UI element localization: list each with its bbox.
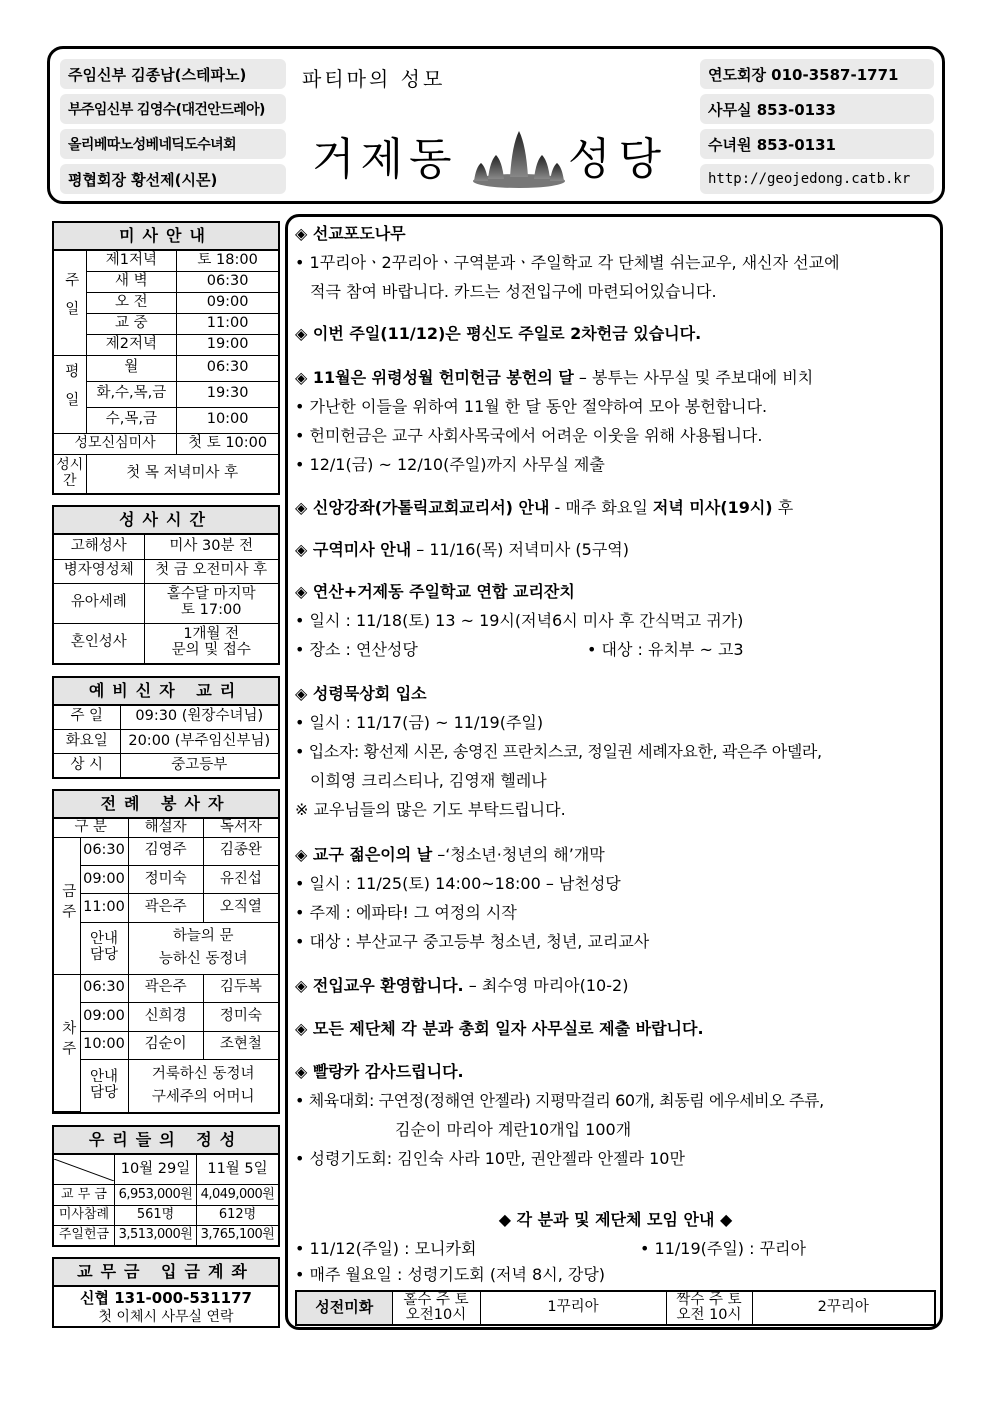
mass-name: 수,목,금 xyxy=(86,407,177,433)
notice-line: • 장소 : 연산성당 xyxy=(295,640,418,659)
catechumen-time: 09:30 (원장수녀님) xyxy=(120,706,278,729)
liturgy-commentator: 김영주 xyxy=(128,837,203,865)
mass-time: 첫 목 저녁미사 후 xyxy=(86,454,278,493)
page-title-right: 성당 xyxy=(568,134,670,185)
bulletin-header xyxy=(47,46,945,204)
liturgy-reader: 유진섭 xyxy=(203,865,278,893)
liturgy-header: 구 분 xyxy=(54,819,128,837)
notice-line: • 1꾸리아ㆍ2꾸리아ㆍ구역분과ㆍ주일학교 각 단체별 쉬는교우, 새신자 선교에 xyxy=(295,253,840,272)
header-sisters: 올리베따노성베네딕도수녀회 xyxy=(60,129,286,159)
page-title-left: 거제동 xyxy=(312,134,458,185)
notice-line: 김순이 마리아 계란10개입 100개 xyxy=(395,1120,632,1139)
notice-title: ◈ 빨랑카 감사드립니다. xyxy=(295,1062,464,1081)
offerings-value: 612명 xyxy=(197,1205,279,1225)
mass-time: 토 18:00 xyxy=(177,251,278,271)
catechumen-title: 예비신자 교리 xyxy=(54,678,278,706)
notice-line: • 대상 : 부산교구 중고등부 청소년, 청년, 교리교사 xyxy=(295,932,650,951)
liturgy-time: 09:00 xyxy=(80,1003,128,1031)
offerings-value: 3,765,100원 xyxy=(197,1225,279,1245)
notice-line: • 일시 : 11/25(토) 14:00~18:00 – 남천성당 xyxy=(295,874,621,893)
mass-time: 19:30 xyxy=(177,381,278,407)
notice-line: • 체육대회: 구연정(정해연 안젤라) 지평막걸리 60개, 최동림 에우세비오 주류, xyxy=(295,1091,824,1110)
offerings-corner xyxy=(54,1155,115,1185)
mass-name: 월 xyxy=(86,355,177,381)
notice-line: ※ 교우님들의 많은 기도 부탁드립니다. xyxy=(295,800,566,819)
notice-line: • 헌미헌금은 교구 사회사목국에서 어려운 이웃을 위해 사용됩니다. xyxy=(295,426,763,445)
next-week-label: 차주 xyxy=(54,974,80,1111)
sacrament-time: 1개월 전 문의 및 접수 xyxy=(144,623,278,663)
liturgy-time: 10:00 xyxy=(80,1031,128,1059)
liturgy-reader: 김종완 xyxy=(203,837,278,865)
sacrament-time: 홀수달 마지막 토 17:00 xyxy=(144,583,278,623)
notice-line: • 입소자: 황선제 시몬, 송영진 프란치스코, 정일권 세례자요한, 곽은주 아델라, xyxy=(295,742,822,761)
notice-title: ◈ 신앙강좌(가톨릭교회교리서) 안내 xyxy=(295,498,550,517)
header-assistant-pastor: 부주임신부 김영수(대건안드레아) xyxy=(60,94,286,124)
liturgy-time: 06:30 xyxy=(80,837,128,865)
liturgy-ministers-box xyxy=(52,789,280,1114)
offerings-value: 3,513,000원 xyxy=(115,1225,197,1245)
mass-time: 첫 토 10:00 xyxy=(177,433,278,454)
guide-label: 안내 담당 xyxy=(80,1060,128,1112)
notice-title: ◈ 구역미사 안내 xyxy=(295,540,412,559)
notice-title-rest: - 매주 화요일 xyxy=(549,498,653,517)
catechumen-day: 상 시 xyxy=(54,754,120,777)
offerings-box xyxy=(52,1125,280,1247)
offerings-value: 6,953,000원 xyxy=(115,1185,197,1205)
catechumen-time: 20:00 (부주임신부님) xyxy=(120,729,278,753)
offerings-label: 미사참례 xyxy=(54,1205,115,1225)
cleaning-when: 짝수 주 토 오전 10시 xyxy=(666,1292,752,1324)
cleaning-label: 성전미화 xyxy=(297,1292,392,1324)
notice-line: • 12/1(금) ~ 12/10(주일)까지 사무실 제출 xyxy=(295,455,605,474)
notice-line: • 성령기도회: 김인숙 사라 10만, 권안젤라 안젤라 10만 xyxy=(295,1149,685,1168)
account-box xyxy=(52,1257,280,1328)
liturgy-reader: 오직열 xyxy=(203,894,278,922)
cleaning-group: 2꾸리아 xyxy=(752,1292,934,1324)
liturgy-commentator: 곽은주 xyxy=(128,974,203,1002)
liturgy-commentator: 김순이 xyxy=(128,1031,203,1059)
liturgy-reader: 정미숙 xyxy=(203,1003,278,1031)
next-week-guide: 거룩하신 동정녀 구세주의 어머니 xyxy=(128,1060,278,1112)
liturgy-reader: 조현철 xyxy=(203,1031,278,1059)
catechumen-day: 주 일 xyxy=(54,706,120,729)
guide-label: 안내 담당 xyxy=(80,922,128,974)
sacraments-title: 성사시간 xyxy=(54,507,278,535)
mass-time: 09:00 xyxy=(177,292,278,313)
notice-title-rest: 후 xyxy=(772,498,794,517)
notice-title: ◈ 교구 젊은이의 날 xyxy=(295,845,433,864)
sacrament-name: 혼인성사 xyxy=(54,623,144,663)
parish-patron: 파티마의 성모 xyxy=(302,67,446,91)
account-number: 신협 131-000-531177 xyxy=(80,1289,252,1307)
meetings-title: ◆ 각 분과 및 제단체 모임 안내 ◆ xyxy=(498,1210,733,1229)
liturgy-title: 전례 봉사자 xyxy=(54,791,278,819)
mass-name: 성모신심미사 xyxy=(54,433,177,454)
catechumen-time: 중고등부 xyxy=(120,754,278,777)
notice-title-rest: –‘청소년·청년의 해’개막 xyxy=(432,845,605,864)
sacrament-time: 첫 금 오전미사 후 xyxy=(144,559,278,583)
notice-title-rest: – 최수영 마리아(10-2) xyxy=(463,976,629,995)
sacrament-name: 병자영성체 xyxy=(54,559,144,583)
notice-title-rest: 저녁 미사(19시) xyxy=(652,498,773,517)
catechumen-box xyxy=(52,676,280,779)
notice-line: • 일시 : 11/18(토) 13 ~ 19시(저녁6시 미사 후 간식먹고 귀가) xyxy=(295,611,744,630)
liturgy-reader: 김두복 xyxy=(203,974,278,1002)
notice-line: • 11/19(주일) : 꾸리아 xyxy=(640,1239,806,1258)
mass-name: 성시간 xyxy=(54,454,86,493)
sacraments-box xyxy=(52,505,280,665)
weekday-label: 평일 xyxy=(54,355,86,433)
sunday-label: 주일 xyxy=(54,251,86,355)
notice-title: ◈ 이번 주일(11/12)은 평신도 주일로 2차헌금 있습니다. xyxy=(295,324,702,343)
header-website-link[interactable]: http://geojedong.catb.kr xyxy=(700,164,934,194)
notice-line: • 11/12(주일) : 모니카회 xyxy=(295,1239,477,1258)
liturgy-header: 독서자 xyxy=(203,819,278,837)
offerings-date: 10월 29일 xyxy=(115,1155,197,1185)
offerings-title: 우리들의 정성 xyxy=(54,1127,278,1155)
notice-title: ◈ 11월은 위령성월 헌미헌금 봉헌의 달 xyxy=(295,368,574,387)
header-memorial-chair: 연도회장 010-3587-1771 xyxy=(700,59,934,89)
notice-line: • 가난한 이들을 위하여 11월 한 달 동안 절약하여 모아 봉헌합니다. xyxy=(295,397,768,416)
notice-line: 이희영 크리스티나, 김영재 헬레나 xyxy=(310,771,547,790)
header-convent-phone: 수녀원 853-0131 xyxy=(700,129,934,159)
header-council-president: 평협회장 황선제(시몬) xyxy=(60,164,286,194)
mass-name: 새 벽 xyxy=(86,271,177,292)
liturgy-time: 09:00 xyxy=(80,865,128,893)
offerings-value: 4,049,000원 xyxy=(197,1185,279,1205)
mass-time: 06:30 xyxy=(177,355,278,381)
mass-time: 06:30 xyxy=(177,271,278,292)
this-week-label: 금주 xyxy=(54,837,80,974)
offerings-value: 561명 xyxy=(115,1205,197,1225)
mass-time: 11:00 xyxy=(177,313,278,334)
liturgy-commentator: 정미숙 xyxy=(128,865,203,893)
cleaning-group: 1꾸리아 xyxy=(480,1292,666,1324)
header-office-phone: 사무실 853-0133 xyxy=(700,94,934,124)
offerings-label: 주일헌금 xyxy=(54,1225,115,1245)
mass-name: 제1저녁 xyxy=(86,251,177,271)
offerings-date: 11월 5일 xyxy=(197,1155,279,1185)
header-pastor: 주임신부 김종남(스테파노) xyxy=(60,59,286,89)
notice-title: ◈ 연산+거제동 주일학교 연합 교리잔치 xyxy=(295,582,575,601)
mass-time: 10:00 xyxy=(177,407,278,433)
notice-title: ◈ 전입교우 환영합니다. xyxy=(295,976,464,995)
mass-name: 교 중 xyxy=(86,313,177,334)
notice-line: • 주제 : 에파타! 그 여정의 시작 xyxy=(295,903,517,922)
account-title: 교무금 입금계좌 xyxy=(54,1259,278,1287)
offerings-label: 교 무 금 xyxy=(54,1185,115,1205)
account-note: 첫 이체시 사무실 연락 xyxy=(98,1309,234,1325)
mass-time: 19:00 xyxy=(177,334,278,355)
notices-panel xyxy=(285,214,943,1330)
sacrament-time: 미사 30분 전 xyxy=(144,535,278,559)
liturgy-time: 06:30 xyxy=(80,974,128,1002)
notice-title-rest: – 봉투는 사무실 및 주보대에 비치 xyxy=(573,368,814,387)
notice-title-rest: – 11/16(목) 저녁미사 (5구역) xyxy=(411,540,629,559)
notice-line: • 매주 월요일 : 성령기도회 (저녁 8시, 강당) xyxy=(295,1265,606,1284)
notice-line: • 일시 : 11/17(금) ~ 11/19(주일) xyxy=(295,713,544,732)
mass-schedule-box xyxy=(52,221,280,495)
liturgy-commentator: 곽은주 xyxy=(128,894,203,922)
mass-schedule-title: 미사안내 xyxy=(54,223,278,251)
this-week-guide: 하늘의 문 능하신 동정녀 xyxy=(128,922,278,974)
mass-name: 오 전 xyxy=(86,292,177,313)
notice-title: ◈ 선교포도나무 xyxy=(295,224,406,243)
sacrament-name: 유아세례 xyxy=(54,583,144,623)
sanctuary-cleaning-table xyxy=(295,1290,936,1326)
sacrament-name: 고해성사 xyxy=(54,535,144,559)
liturgy-time: 11:00 xyxy=(80,894,128,922)
liturgy-header: 해설자 xyxy=(128,819,203,837)
mass-name: 제2저녁 xyxy=(86,334,177,355)
cleaning-when: 홀수 주 토 오전10시 xyxy=(392,1292,480,1324)
praying-figures-logo xyxy=(470,125,568,189)
notice-title: ◈ 성령묵상회 입소 xyxy=(295,684,427,703)
liturgy-commentator: 신희경 xyxy=(128,1003,203,1031)
notice-line: • 대상 : 유치부 ~ 고3 xyxy=(587,640,744,659)
notice-title: ◈ 모든 제단체 각 분과 총회 일자 사무실로 제출 바랍니다. xyxy=(295,1019,704,1038)
catechumen-day: 화요일 xyxy=(54,729,120,753)
mass-name: 화,수,목,금 xyxy=(86,381,177,407)
notice-line: 적극 참여 바랍니다. 카드는 성전입구에 마련되어있습니다. xyxy=(310,282,717,301)
